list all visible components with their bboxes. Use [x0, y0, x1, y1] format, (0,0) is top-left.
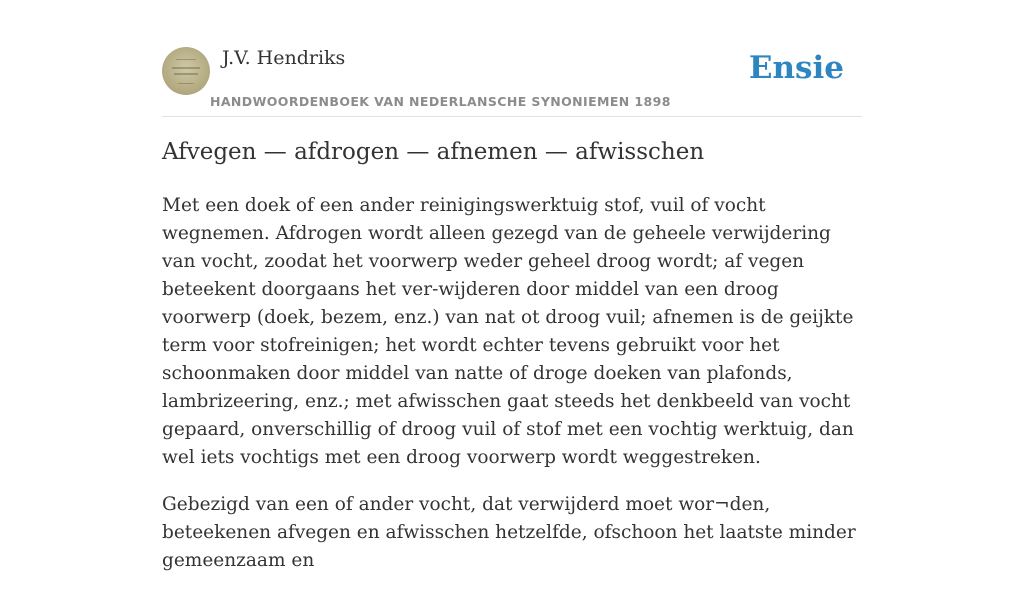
- article-title: Afvegen — afdrogen — afnemen — afwisschen: [162, 139, 705, 165]
- source-title[interactable]: HANDWOORDENBOEK VAN NEDERLANSCHE SYNONIEMEN 1898: [210, 94, 671, 109]
- paragraph: Met een doek of een ander reinigingswerktuig stof, vuil of vocht wegnemen. Afdrogen wordt alleen gezegd van de geheele verwijdering van vocht, zoodat het voorwerp weder geheel droog wordt; af vegen beteekent doorgaans het ver-wijderen door middel van een droog voorwerp (doek, bezem, enz.) van nat ot droog vuil; afnemen is de geijkte term voor stofreinigen; het wordt echter tevens gebruikt voor het schoonmaken door middel van natte of droge doeken van plafonds, lambrizeering, enz.; met afwisschen gaat steeds het denkbeeld van vocht gepaard, onverschillig of droog vuil of stof met een vochtig werktuig, dan wel iets vochtigs met een droog voorwerp wordt weggestreken.: [162, 195, 854, 468]
- author-name[interactable]: J.V. Hendriks: [222, 47, 346, 69]
- header: [162, 40, 862, 117]
- article-body: [162, 192, 862, 594]
- book-cover-avatar[interactable]: [162, 47, 210, 95]
- paragraph: Gebezigd van een of ander vocht, dat verwijderd moet wor¬den, beteekenen afvegen en afwisschen hetzelfde, ofschoon het laatste minder gemeenzaam en: [162, 494, 856, 571]
- ensie-logo[interactable]: Ensie: [748, 50, 844, 86]
